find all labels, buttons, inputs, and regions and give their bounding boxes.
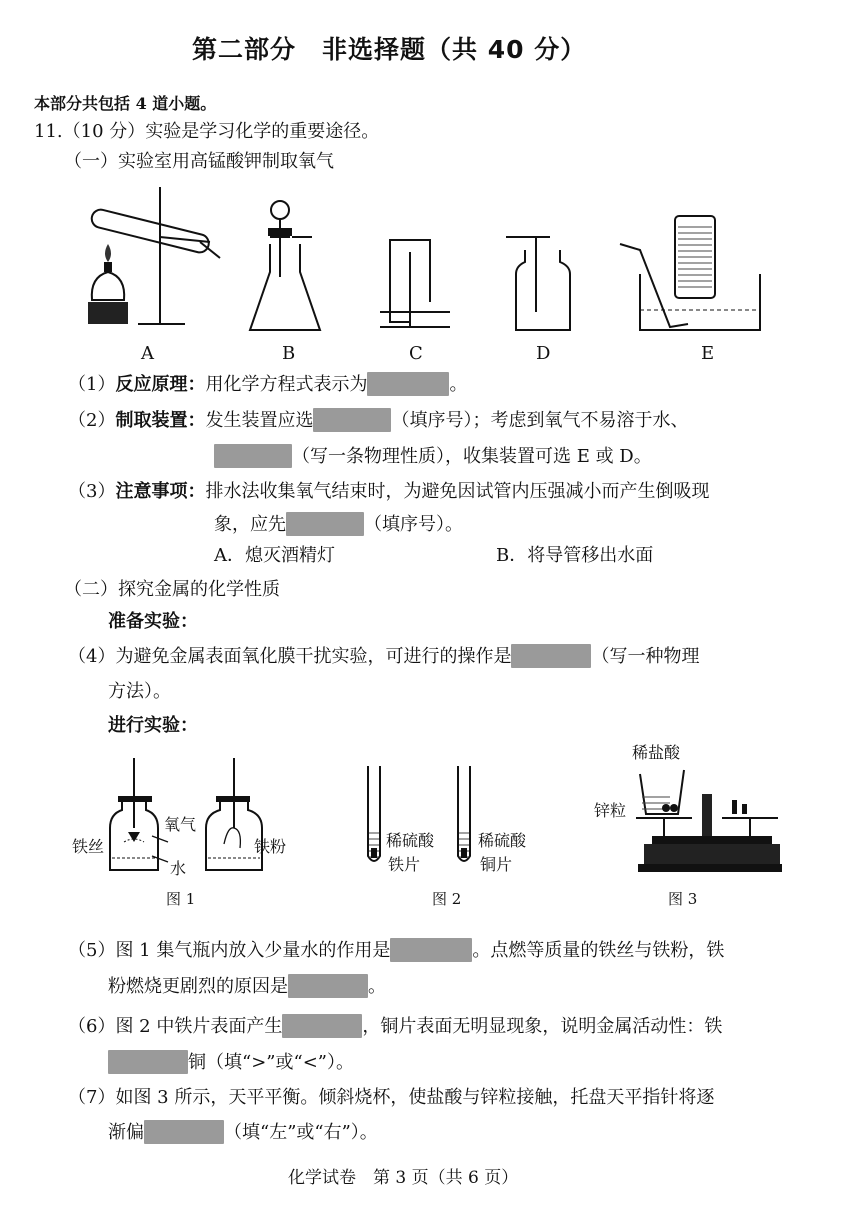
fig2-label-acid-2: 稀硫酸 [478,831,527,850]
fig2-label-iron-sheet: 铁片 [388,855,421,874]
question-stem [34,120,379,144]
q3-text-b: 象，应先 [214,514,286,535]
question-number: 11. [34,121,63,142]
apparatus-e-drawing [620,216,760,330]
fig2-label-copper-sheet: 铜片 [480,855,513,874]
fig1-label-iron-wire: 铁丝 [72,837,105,856]
q3-answer-blank[interactable] [286,512,364,536]
q2-text-c: （写一条物理性质），收集装置可选 E 或 D。 [292,446,652,467]
q6-answer-blank-2[interactable] [108,1050,188,1074]
q3-line-1 [68,480,709,504]
q7-text-b: 渐偏 [108,1122,144,1143]
fig3-caption: 图 3 [668,890,698,908]
label-c: C [409,343,423,364]
q7-number: （7） [68,1087,116,1108]
section-intro: 本部分共包括 4 道小题。 [34,94,217,113]
q6-line-2 [108,1050,354,1075]
apparatus-b-drawing [250,201,320,330]
q4-text-b: （写一种物理 [591,646,700,667]
q2-line-2 [214,444,652,469]
q1-line [68,372,467,397]
q6-text-a: 图 2 中铁片表面产生 [115,1016,283,1037]
fig3-label-hcl: 稀盐酸 [632,743,681,762]
prep-heading: 准备实验： [108,611,198,632]
fig1-label-water: 水 [170,859,187,878]
part2-title: （二）探究金属的化学性质 [64,579,280,600]
q6-number: （6） [68,1016,116,1037]
q4-text-c: 方法）。 [108,681,171,702]
page-title: 第二部分 非选择题（共 40 分） [192,35,587,64]
fig2-caption: 图 2 [432,890,462,908]
q4-number: （4） [68,646,116,667]
q6-text-b: ，铜片表面无明显现象，说明金属活动性：铁 [362,1016,723,1037]
figure-3-drawing [632,758,782,876]
doing-heading: 进行实验： [108,715,198,736]
q1-end: 。 [449,374,468,395]
q7-line-1 [68,1086,714,1110]
question-points: （10 分） [62,121,146,142]
q2-number: （2） [68,410,116,431]
q6-text-c: 铜（填“>”或“<”）。 [188,1052,354,1073]
q1-answer-blank[interactable] [367,372,449,396]
q2-text-b: （填序号）；考虑到氧气不易溶于水、 [391,410,689,431]
q4-answer-blank[interactable] [511,644,591,668]
q3-number: （3） [68,481,116,502]
q7-answer-blank[interactable] [144,1120,224,1144]
q5-text-b: 。点燃等质量的铁丝与铁粉，铁 [472,940,725,961]
q3-option-a: A．熄灭酒精灯 [214,545,335,566]
label-a: A [141,343,154,364]
figure-2-drawing [360,764,540,870]
q5-line-2 [108,974,386,999]
fig2-label-acid-1: 稀硫酸 [386,831,435,850]
q5-answer-blank-2[interactable] [288,974,368,998]
q1-text: 用化学方程式表示为 [205,374,368,395]
q3-option-b: B．将导管移出水面 [496,545,654,566]
q2-text-a: 发生装置应选 [205,410,314,431]
q3-text-a: 排水法收集氧气结束时，为避免因试管内压强减小而产生倒吸现 [205,481,710,502]
q2-answer-blank-1[interactable] [313,408,391,432]
fig1-label-oxygen: 氧气 [164,815,197,834]
figure-1-drawing [106,758,306,878]
q4-line-1 [68,644,699,669]
q7-text-a: 如图 3 所示，天平平衡。倾斜烧杯，使盐酸与锌粒接触，托盘天平指针将逐 [115,1087,715,1108]
q2-lead: 制取装置： [115,410,206,431]
q3-text-c: （填序号）。 [364,514,463,535]
q5-answer-blank-1[interactable] [390,938,472,962]
q1-lead: 反应原理： [115,374,206,395]
q1-number: （1） [68,374,116,395]
label-e: E [701,343,715,364]
apparatus-c-drawing [380,240,450,327]
q5-text-c: 粉燃烧更剧烈的原因是 [108,976,288,997]
q5-number: （5） [68,940,116,961]
q2-line-1 [68,408,688,433]
part1-title: （一）实验室用高锰酸钾制取氧气 [64,151,334,172]
q3-line-2 [214,512,463,537]
q6-line-1 [68,1014,722,1039]
apparatus-d-drawing [506,237,570,330]
label-d: D [536,343,551,364]
q5-text-d: 。 [368,976,386,997]
question-stem-text: 实验是学习化学的重要途径。 [145,121,380,142]
apparatus-figure [80,182,780,342]
q6-answer-blank-1[interactable] [282,1014,362,1038]
page-footer: 化学试卷 第 3 页（共 6 页） [288,1168,519,1188]
q4-text-a: 为避免金属表面氧化膜干扰实验，可进行的操作是 [115,646,512,667]
q3-lead: 注意事项： [115,481,206,502]
fig3-label-zinc: 锌粒 [594,801,627,820]
fig1-label-iron-powder: 铁粉 [254,837,287,856]
label-b: B [282,343,296,364]
q7-line-2 [108,1120,378,1145]
fig1-caption: 图 1 [166,890,196,908]
q5-line-1 [68,938,724,963]
apparatus-a-drawing [88,187,220,324]
q5-text-a: 图 1 集气瓶内放入少量水的作用是 [115,940,391,961]
q7-text-c: （填“左”或“右”）。 [224,1122,378,1143]
q2-answer-blank-2[interactable] [214,444,292,468]
